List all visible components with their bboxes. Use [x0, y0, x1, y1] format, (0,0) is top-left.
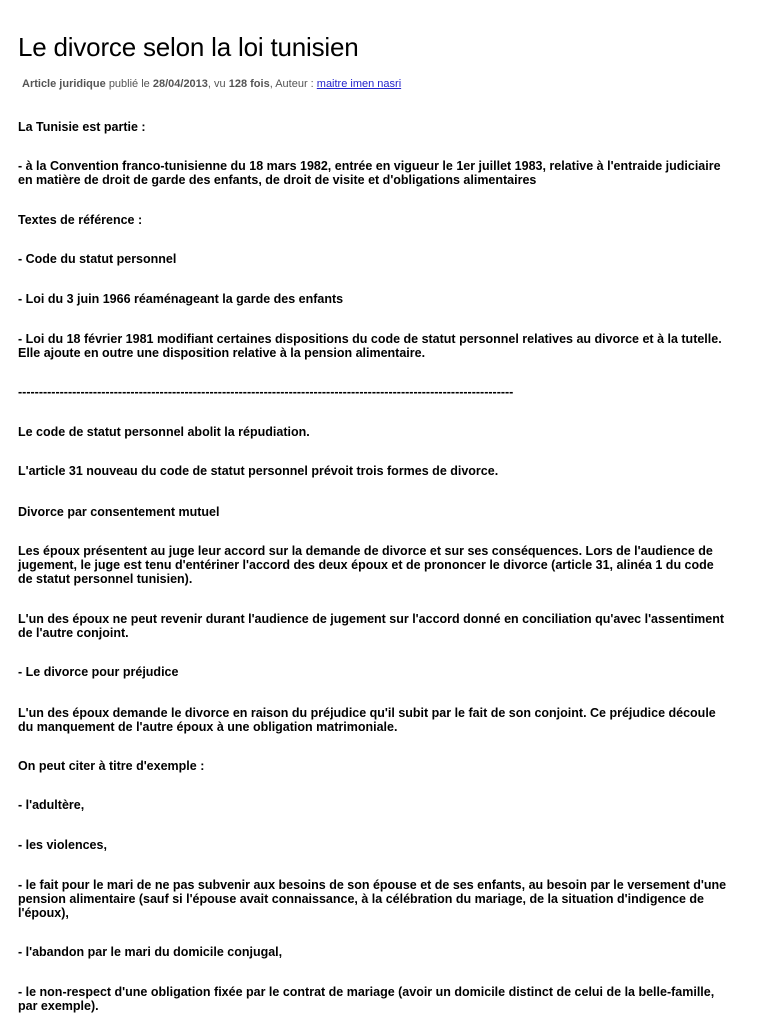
paragraph-line: - Code du statut personnel: [18, 252, 177, 266]
author-prefix: , Auteur :: [269, 78, 314, 90]
paragraph-line: L'article 31 nouveau du code de statut personnel prévoit trois formes de divorce.: [18, 464, 499, 478]
paragraph-line: La Tunisie est partie :: [18, 120, 146, 134]
paragraph-line: Elle ajoute en outre une disposition relative à la pension alimentaire.: [18, 346, 426, 360]
paragraph: [18, 292, 750, 306]
paragraph-line: par exemple).: [18, 999, 99, 1013]
paragraph-line: - à la Convention franco-tunisienne du 18 mars 1982, entrée en vigueur le 1er juillet 1983, relative à l'entraide judiciaire: [18, 159, 721, 173]
paragraph-line: Les époux présentent au juge leur accord sur la demande de divorce et sur ses conséquences. Lors de l'audience de: [18, 544, 713, 558]
paragraph-line: L'un des époux demande le divorce en raison du préjudice qu'il subit par le fait de son conjoint. Ce préjudice découle: [18, 706, 716, 720]
paragraph-line: - le fait pour le mari de ne pas subvenir aux besoins de son épouse et de ses enfants, au besoin par le versement d'une: [18, 878, 727, 892]
paragraph: [18, 159, 750, 187]
paragraph-line: - l'abandon par le mari du domicile conjugal,: [18, 945, 283, 959]
published-prefix: publié le: [108, 78, 150, 90]
paragraph: [18, 759, 750, 773]
list-item: [18, 945, 750, 959]
paragraph-line: - Le divorce pour préjudice: [18, 665, 179, 679]
paragraph-line: en matière de droit de garde des enfants, de droit de visite et d'obligations alimentaires: [18, 173, 537, 187]
section-heading: [18, 665, 750, 679]
section-heading: [18, 505, 750, 519]
paragraph-line: de statut personnel tunisien).: [18, 572, 193, 586]
separator-line: [18, 385, 750, 399]
article-meta: [22, 78, 401, 91]
paragraph-line: - le non-respect d'une obligation fixée par le contrat de mariage (avoir un domicile distinct de celui de la belle-famille,: [18, 985, 715, 999]
list-item: [18, 985, 750, 1013]
paragraph: [18, 252, 750, 266]
paragraph-line: de l'autre conjoint.: [18, 626, 129, 640]
list-item: [18, 878, 750, 920]
paragraph: [18, 425, 750, 439]
page-title: Le divorce selon la loi tunisien: [18, 32, 359, 62]
list-item: [18, 838, 750, 852]
paragraph-line: jugement, le juge est tenu d'entériner l'accord des deux époux et de prononcer le divorce (article 31, alinéa 1 du code: [18, 558, 714, 572]
paragraph: [18, 120, 750, 134]
paragraph: [18, 332, 750, 360]
list-item: [18, 798, 750, 812]
article-category: Article juridique: [22, 78, 106, 90]
paragraph-line: Divorce par consentement mutuel: [18, 505, 220, 519]
author-link[interactable]: maitre imen nasri: [316, 78, 402, 90]
paragraph-line: l'époux),: [18, 906, 69, 920]
paragraph: [18, 612, 750, 640]
paragraph-line: - Loi du 18 février 1981 modifiant certaines dispositions du code de statut personnel relatives au divorce et à la tutelle.: [18, 332, 722, 346]
paragraph-line: Le code de statut personnel abolit la répudiation.: [18, 425, 310, 439]
paragraph-line: On peut citer à titre d'exemple :: [18, 759, 205, 773]
paragraph-line: L'un des époux ne peut revenir durant l'audience de jugement sur l'accord donné en conciliation qu'avec l'assentiment: [18, 612, 724, 626]
paragraph-line: pension alimentaire (sauf si l'épouse avait connaissance, à la célébration du mariage, de la situation d'indigence de: [18, 892, 705, 906]
paragraph: [18, 706, 750, 734]
paragraph-line: - les violences,: [18, 838, 107, 852]
paragraph-line: - Loi du 3 juin 1966 réaménageant la garde des enfants: [18, 292, 344, 306]
paragraph: [18, 464, 750, 478]
paragraph-line: -----------------------------------------------------------------------------------------------------------------------: [18, 385, 514, 399]
paragraph-line: - l'adultère,: [18, 798, 85, 812]
publish-date: 28/04/2013: [152, 78, 208, 90]
view-count: 128 fois: [228, 78, 270, 90]
paragraph: [18, 544, 750, 586]
paragraph-line: Textes de référence :: [18, 213, 143, 227]
paragraph: [18, 213, 750, 227]
paragraph-line: du manquement de l'autre époux à une obligation matrimoniale.: [18, 720, 398, 734]
views-prefix: , vu: [207, 78, 226, 90]
